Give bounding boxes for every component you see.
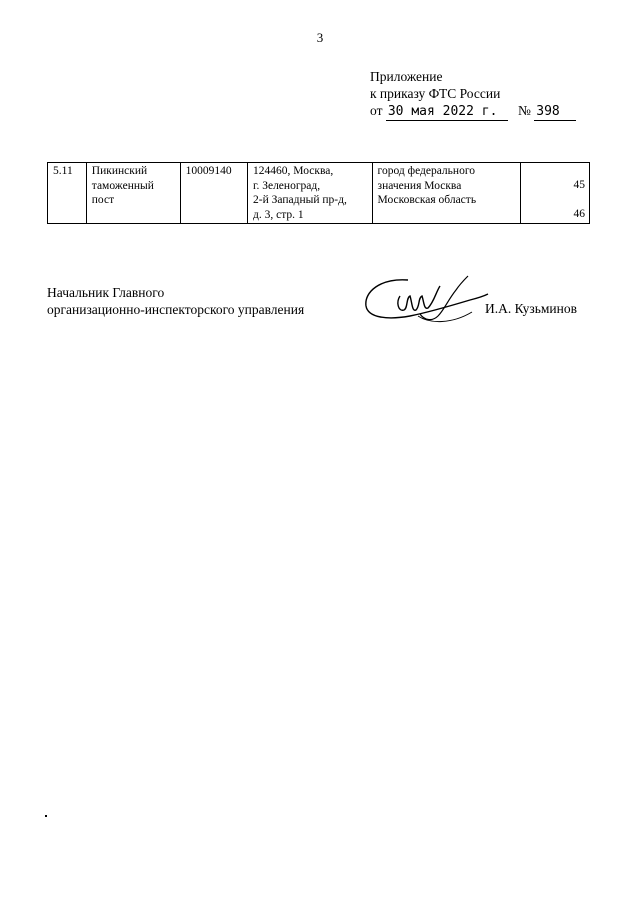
page-dot: [45, 815, 47, 817]
address-line: г. Зеленоград,: [253, 179, 321, 192]
region-name-line: город федерального: [377, 165, 476, 177]
order-date-number: [370, 102, 576, 121]
address-line: д. 3, стр. 1: [253, 208, 304, 221]
region-name-line: значения Москва: [377, 179, 462, 192]
customs-post-table: [47, 162, 590, 224]
region-code: 45: [573, 179, 585, 191]
signatory-title: [47, 284, 304, 318]
address-line: 124460, Москва,: [253, 165, 334, 177]
handwritten-signature-icon: [360, 272, 490, 334]
post-code: 10009140: [180, 163, 247, 224]
appendix-order-ref: к приказу ФТС России: [370, 86, 501, 101]
order-date: 30 мая 2022 г.: [386, 103, 508, 121]
row-number: 5.11: [48, 163, 87, 224]
post-name-line: пост: [91, 194, 115, 206]
post-name-line: Пикинский: [91, 165, 148, 177]
post-address: [248, 163, 373, 224]
order-number: 398: [534, 103, 576, 121]
signatory-name: И.А. Кузьминов: [485, 301, 577, 316]
region-names: [372, 163, 520, 224]
appendix-header: [370, 68, 576, 121]
table-row: [48, 163, 590, 224]
post-name: [86, 163, 180, 224]
signatory-title-line: организационно-инспекторского управления: [47, 302, 305, 317]
post-name-line: таможенный: [91, 179, 154, 192]
appendix-title: Приложение: [370, 69, 443, 84]
region-code: 46: [573, 207, 585, 220]
order-number-sign: №: [517, 103, 531, 118]
region-codes: [520, 163, 589, 224]
signatory-title-line: Начальник Главного: [47, 285, 165, 300]
region-name-line: Московская область: [377, 194, 477, 206]
page-number: 3: [316, 30, 324, 45]
order-date-prefix: от: [370, 103, 383, 118]
address-line: 2-й Западный пр-д,: [253, 194, 347, 206]
